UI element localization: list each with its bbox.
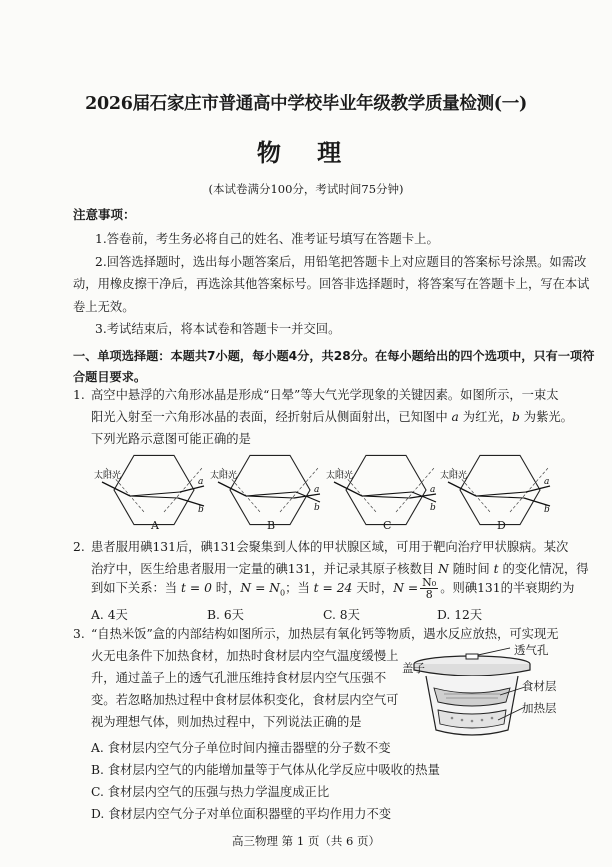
sunlight-label: 太阳光 xyxy=(440,471,468,481)
sunlight-label: 太阳光 xyxy=(326,471,354,481)
q3-line2: 火无电条件下加热食材，加热时食材层内空气温度缓慢上 xyxy=(91,649,399,663)
fraction: $\frac{\text{N₀}}{8}$ xyxy=(422,576,437,601)
refracted-ray-2 xyxy=(130,492,180,496)
normal-line-right xyxy=(510,468,548,512)
sunlight-label: 太阳光 xyxy=(94,471,122,481)
q2-line2: 治疗中，医生给患者服用一定量的碘131，并记录其原子核数目 N 随时间 t 的变化情况，得 xyxy=(91,562,589,576)
refracted-ray-2 xyxy=(476,492,526,496)
exam-title: 2026届石家庄市普通高中学校毕业年级教学质量检测(一) xyxy=(85,94,527,114)
ray-label-b: b xyxy=(544,505,550,515)
refracted-ray-2 xyxy=(362,492,412,496)
notice-item-2-cont: 动，用橡皮擦干净后，再选涂其他答案标号。回答非选择题时，将答案写在答题卡上，写在本试 xyxy=(73,277,590,291)
q1-line2: 阳光入射至一六角形冰晶的表面，经折射后从侧面射出，已知图中 a 为红光，b 为紫光。 xyxy=(91,410,573,424)
q3-line4: 变。若忽略加热过程中食材层体积变化，食材层内空气可 xyxy=(91,693,399,707)
q3-line5: 视为理想气体，则加热过程中，下列说法正确的是 xyxy=(91,715,362,729)
hexagon-crystal xyxy=(346,455,426,524)
q3-label-lid: 盖子 xyxy=(402,661,425,675)
ray-label-b: b xyxy=(430,503,436,513)
section-heading-cont: 合题目要求。 xyxy=(73,370,147,384)
q3-number: 3. xyxy=(73,627,85,641)
notice-item-3: 3.考试结束后，将本试卷和答题卡一并交回。 xyxy=(95,322,341,336)
q1-label-b: B xyxy=(267,519,276,532)
q3-option-a: A. 食材层内空气分子单位时间内撞击器壁的分子数不变 xyxy=(91,741,391,755)
section-heading: 一、单项选择题：本题共7小题，每小题4分，共28分。在每小题给出的四个选项中，只有一项符 xyxy=(73,349,595,363)
hexagon-crystal xyxy=(230,455,310,524)
q2-number: 2. xyxy=(73,540,85,554)
q3-label-heat: 加热层 xyxy=(522,701,557,715)
q2-line3: 到如下关系：当 t = 0 时，$N = N_0$；当 t = 24 天时，N = $\frac{\text{N₀}}{8}$ 。则碘131的半衰期约为 xyxy=(91,576,575,601)
q3-line3: 升，通过盖子上的透气孔泄压维持食材层内空气压强不 xyxy=(91,671,387,685)
q1-line3: 下列光路示意图可能正确的是 xyxy=(91,432,251,446)
refracted-ray-2 xyxy=(246,492,296,496)
q2-option-c: C. 8天 xyxy=(323,608,360,622)
q2-option-b: B. 6天 xyxy=(207,608,244,622)
exam-info: (本试卷满分100分，考试时间75分钟) xyxy=(208,182,404,196)
notice-item-2: 2.回答选择题时，选出每小题答案后，用铅笔把答题卡上对应题目的答案标号涂黑。如需改 xyxy=(95,255,587,269)
normal-line-right xyxy=(164,468,202,512)
hexagon-crystal xyxy=(114,455,194,524)
hexagon-crystal xyxy=(460,455,540,524)
ray-label-a: a xyxy=(430,485,436,495)
ray-label-a: a xyxy=(198,477,204,487)
subject-title: 物 理 xyxy=(256,139,356,167)
q1-label-d: D xyxy=(497,519,506,532)
q1-label-a: A xyxy=(151,519,159,532)
q3-line1: “自热米饭”盒的内部结构如图所示，加热层有氧化钙等物质，遇水反应放热，可实现无 xyxy=(91,627,559,641)
ray-label-b: b xyxy=(314,503,320,513)
page-footer: 高三物理 第 1 页（共 6 页） xyxy=(232,834,380,848)
ray-label-a: a xyxy=(314,485,320,495)
refracted-ray-1 xyxy=(130,496,178,498)
q3-label-vent: 透气孔 xyxy=(514,643,549,657)
refracted-ray-1 xyxy=(362,496,410,498)
normal-line-right xyxy=(280,468,318,512)
q2-line1: 患者服用碘131后，碘131会聚集到人体的甲状腺区域，可用于靶向治疗甲状腺病。某次 xyxy=(91,540,569,554)
q3-option-c: C. 食材层内空气的压强与热力学温度成正比 xyxy=(91,785,330,799)
q1-number: 1. xyxy=(73,388,85,402)
q2-option-d: D. 12天 xyxy=(437,608,483,622)
q3-option-b: B. 食材层内空气的内能增加量等于气体从化学反应中吸收的热量 xyxy=(91,763,440,777)
q1-label-c: C xyxy=(383,519,392,532)
refracted-ray-1 xyxy=(246,496,294,498)
notice-item-1: 1.答卷前，考生务必将自己的姓名、准考证号填写在答题卡上。 xyxy=(95,232,439,246)
q3-option-d: D. 食材层内空气分子对单位面积器壁的平均作用力不变 xyxy=(91,807,392,821)
sunlight-label: 太阳光 xyxy=(210,471,238,481)
notice-heading: 注意事项： xyxy=(73,207,136,222)
q1-line1: 高空中悬浮的六角形冰晶是形成“日晕”等大气光学现象的关键因素。如图所示，一束太 xyxy=(91,388,559,402)
normal-line-right xyxy=(396,468,434,512)
ray-label-a: a xyxy=(544,477,550,487)
notice-item-2-end: 卷上无效。 xyxy=(73,300,135,314)
q2-option-a: A. 4天 xyxy=(91,608,128,622)
q3-label-food: 食材层 xyxy=(522,679,557,693)
ray-label-b: b xyxy=(198,505,204,515)
q1-diagram xyxy=(70,448,560,538)
refracted-ray-1 xyxy=(476,496,524,498)
